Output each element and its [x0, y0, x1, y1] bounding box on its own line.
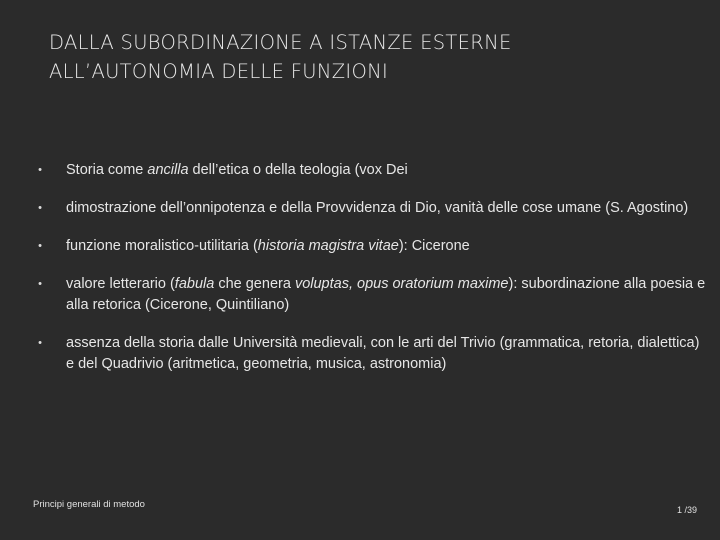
bullet-dot-icon: •	[38, 202, 42, 214]
bullet-dot-icon: •	[38, 337, 42, 349]
bullet-dot-icon: •	[38, 164, 42, 176]
bullet-text: valore letterario (fabula che genera voluptas, opus oratorium maxime): subordinazione alla poesia e alla retorica (Cicerone, Quintiliano)	[66, 276, 706, 313]
bullet-list	[30, 160, 706, 392]
bullet-item	[30, 333, 706, 375]
bullet-text: funzione moralistico-utilitaria (historia magistra vitae): Cicerone	[66, 238, 470, 254]
slide-title	[49, 28, 669, 86]
bullet-text: dimostrazione dell’onnipotenza e della Provvidenza di Dio, vanità delle cose umane (S. Agostino)	[66, 200, 689, 216]
bullet-item	[30, 198, 706, 219]
slide-title-line-2: ALL’AUTONOMIA DELLE FUNZIONI	[49, 60, 389, 83]
footer-label: Principi generali di metodo	[33, 499, 145, 510]
bullet-text: Storia come ancilla dell’etica o della teologia (vox Dei	[66, 162, 408, 178]
bullet-dot-icon: •	[38, 278, 42, 290]
slide-title-line-1: DALLA SUBORDINAZIONE A ISTANZE ESTERNE	[49, 31, 512, 54]
bullet-item	[30, 236, 706, 257]
page-number: 1 /39	[676, 505, 697, 515]
bullet-dot-icon: •	[38, 240, 42, 252]
bullet-item	[30, 160, 706, 181]
bullet-item	[30, 274, 706, 316]
bullet-text: assenza della storia dalle Università medievali, con le arti del Trivio (grammatica, retoria, dialettica) e del Quadrivio (aritmetica, geometria, musica, astronomia)	[66, 335, 700, 372]
